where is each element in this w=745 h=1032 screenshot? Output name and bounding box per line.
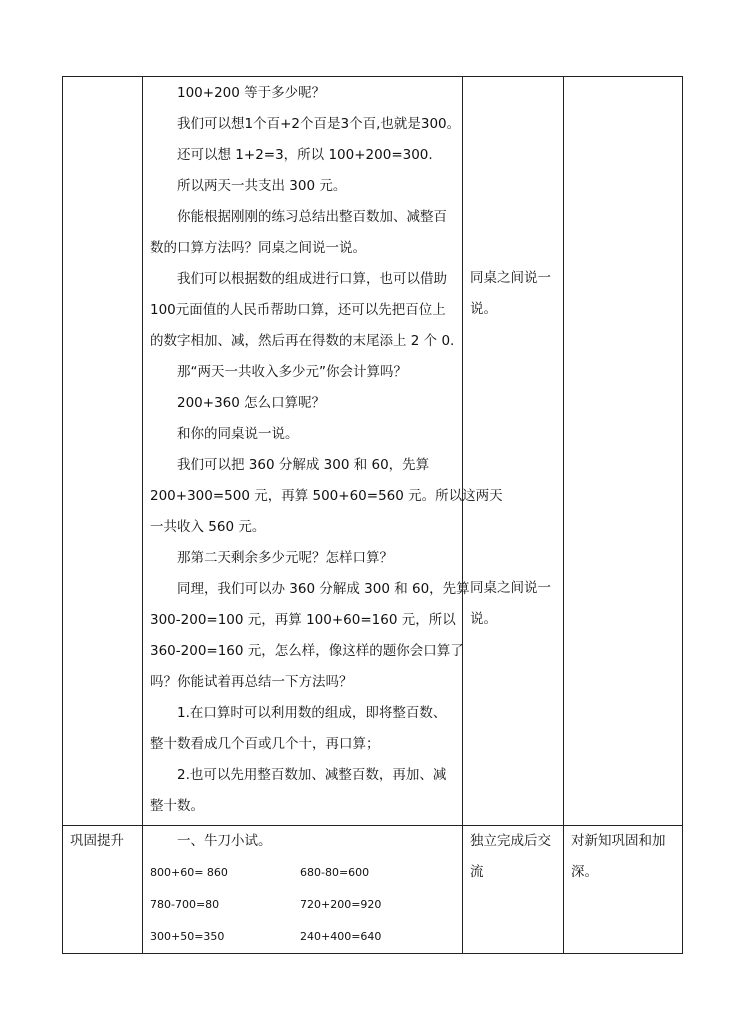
student-activity-cell [463, 77, 564, 826]
stage-cell: 巩固提升 [63, 826, 143, 954]
exercise-item: 780-700=80 [150, 898, 220, 911]
exercise-item: 240+400=640 [300, 930, 382, 943]
exercise-item: 300+50=350 [150, 930, 225, 943]
content-cell [143, 826, 463, 954]
stage-cell [63, 77, 143, 826]
exercise-item: 720+200=920 [300, 898, 382, 911]
table-row [63, 826, 683, 954]
intent-line-2: 深。 [571, 864, 598, 880]
lesson-table [62, 76, 683, 954]
exercise-heading: 一、牛刀小试。 [177, 833, 272, 849]
content-line: 一共收入 560 元。 [150, 519, 266, 535]
content-line: 还可以想 1+2=3，所以 100+200=300. [177, 147, 433, 163]
exercise-item: 680-80=600 [300, 866, 370, 879]
content-line: 那“两天一共收入多少元”你会计算吗？ [177, 364, 407, 380]
content-line: 我们可以把 360 分解成 300 和 60，先算 [177, 457, 430, 473]
content-line: 和你的同桌说一说。 [177, 426, 299, 442]
content-line: 1.在口算时可以利用数的组成，即将整百数、 [177, 705, 447, 721]
content-line: 那第二天剩余多少元呢？怎样口算？ [177, 550, 393, 566]
content-line: 200+300=500 元，再算 500+60=560 元。所以这两天 [150, 488, 503, 504]
content-line: 同理，我们可以办 360 分解成 300 和 60，先算 [177, 581, 470, 597]
content-line: 你能根据刚刚的练习总结出整百数加、减整百 [177, 209, 447, 225]
content-line: 200+360 怎么口算呢？ [177, 395, 326, 411]
content-line: 100+200 等于多少呢？ [177, 85, 326, 101]
content-line: 的数字相加、减，然后再在得数的末尾添上 2 个 0. [150, 333, 455, 349]
content-line: 整十数看成几个百或几个十，再口算； [150, 736, 380, 752]
student-activity-2-line-2: 说。 [470, 611, 497, 627]
intent-cell [564, 77, 683, 826]
student-activity-1-line-1: 同桌之间说一 [470, 270, 551, 286]
intent-cell [564, 826, 683, 954]
exercise-item: 800+60= 860 [150, 866, 228, 879]
student-activity-line-1: 独立完成后交 [470, 833, 551, 849]
content-line: 2.也可以先用整百数加、减整百数，再加、减 [177, 767, 447, 783]
student-activity-line-2: 流 [470, 864, 484, 880]
content-line: 整十数。 [150, 798, 204, 814]
student-activity-1-line-2: 说。 [470, 301, 497, 317]
student-activity-cell [463, 826, 564, 954]
content-line: 300-200=100 元，再算 100+60=160 元，所以 [150, 612, 456, 628]
content-cell [143, 77, 503, 826]
exercise-row [150, 921, 455, 953]
content-line: 100元面值的人民币帮助口算，还可以先把百位上 [150, 302, 446, 318]
content-line: 我们可以想1个百+2个百是3个百,也就是300。 [177, 116, 461, 132]
content-line: 360-200=160 元，怎么样，像这样的题你会口算了 [150, 643, 464, 659]
content-line: 所以两天一共支出 300 元。 [177, 178, 347, 194]
student-activity-2-line-1: 同桌之间说一 [470, 580, 551, 596]
content-line: 吗？你能试着再总结一下方法吗？ [150, 674, 353, 690]
exercise-row [150, 889, 455, 921]
exercise-row [150, 857, 455, 889]
table-row [63, 77, 683, 826]
content-line: 数的口算方法吗？同桌之间说一说。 [150, 240, 366, 256]
content-line: 我们可以根据数的组成进行口算，也可以借助 [177, 271, 447, 287]
intent-line-1: 对新知巩固和加 [571, 833, 666, 849]
